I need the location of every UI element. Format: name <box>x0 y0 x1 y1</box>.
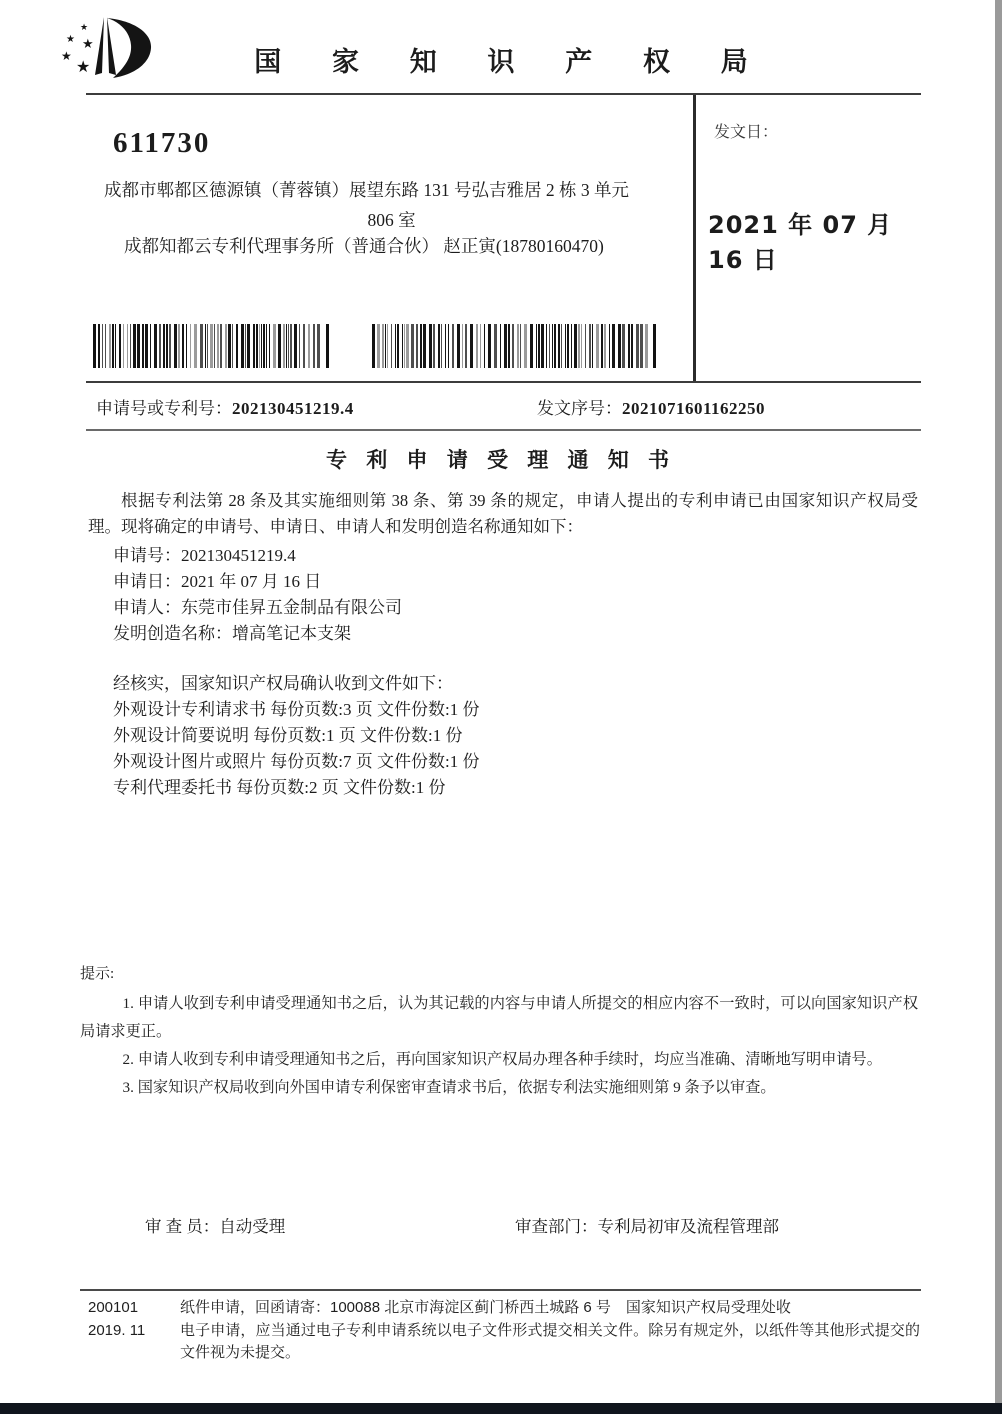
field-application-no <box>113 543 402 569</box>
issue-date-value: 2021 年 07 月 16 日 <box>708 211 893 274</box>
examiner-value: 自动受理 <box>219 1217 286 1236</box>
application-fields <box>113 543 402 647</box>
tips-label: 提示: <box>80 966 115 982</box>
received-doc-item: 外观设计简要说明 每份页数:1 页 文件份数:1 份 <box>113 726 463 745</box>
department-field <box>515 1213 779 1237</box>
field-value: 2021 年 07 月 16 日 <box>181 572 322 591</box>
field-label: 申请号： <box>113 546 181 565</box>
field-applicant <box>113 595 402 621</box>
notice-intro: 根据专利法第 28 条及其实施细则第 38 条、第 39 条的规定，申请人提出的专利申请已由国家知识产权局受理。现将确定的申请号、申请日、申请人和发明创造名称通知如下： <box>88 491 918 536</box>
scan-edge-right <box>995 0 1002 1414</box>
footer-note-paper: 纸件申请，回函请寄：100088 北京市海淀区蓟门桥西土城路 6 号 国家知识产权局受理处收 <box>180 1299 791 1316</box>
recipient-address-line1: 成都市郫都区德源镇（菁蓉镇）展望东路 131 号弘吉雅居 2 栋 3 单元 <box>104 180 629 200</box>
application-number-label: 申请号或专利号： <box>96 399 232 418</box>
barcode-icon <box>372 324 657 368</box>
field-value: 202130451219.4 <box>181 546 296 565</box>
svg-text:★: ★ <box>76 59 91 76</box>
field-label: 发明创造名称： <box>113 624 232 643</box>
field-label: 申请人： <box>113 598 181 617</box>
address-issue-box <box>86 93 921 383</box>
field-label: 申请日： <box>113 572 181 591</box>
received-intro: 经核实，国家知识产权局确认收到文件如下： <box>113 674 453 693</box>
field-invention-title <box>113 621 402 647</box>
barcode-icon <box>93 324 330 368</box>
footer-note-electronic: 电子申请，应当通过电子专利申请系统以电子文件形式提交相关文件。除另有规定外，以纸件等其他形式提交的文件视为未提交。 <box>180 1321 920 1361</box>
examiner-label: 审 查 员： <box>145 1217 220 1236</box>
field-value: 增高笔记本支架 <box>232 624 351 643</box>
footer-form-date: 2019. 11 <box>88 1322 146 1339</box>
issue-date-label: 发文日： <box>714 124 779 141</box>
footer-form-code: 200101 <box>88 1299 139 1316</box>
field-application-date <box>113 569 402 595</box>
agency-title: 国 家 知 识 产 权 局 <box>254 47 770 77</box>
svg-text:★: ★ <box>80 22 89 32</box>
recipient-address-line2: 806 室 <box>367 210 416 230</box>
application-number <box>96 394 354 419</box>
tip-item: 2. 申请人收到专利申请受理通知书之后，再向国家知识产权局办理各种手续时，均应当准确、清晰地写明申请号。 <box>122 1051 882 1068</box>
tip-item: 1. 申请人收到专利申请受理通知书之后，认为其记载的内容与申请人所提交的相应内容不一致时，可以向国家知识产权局请求更正。 <box>80 995 918 1040</box>
received-doc-item: 专利代理委托书 每份页数:2 页 文件份数:1 份 <box>113 778 446 797</box>
footer-notes <box>180 1297 920 1365</box>
footer-rule <box>80 1289 921 1291</box>
svg-text:★: ★ <box>82 36 94 51</box>
notice-title: 专 利 申 请 受 理 通 知 书 <box>326 448 676 472</box>
department-label: 审查部门： <box>515 1217 598 1236</box>
serial-number-value: 2021071601162250 <box>622 399 766 418</box>
received-doc-item: 外观设计图片或照片 每份页数:7 页 文件份数:1 份 <box>113 752 480 771</box>
field-value: 东莞市佳昇五金制品有限公司 <box>181 598 402 617</box>
serial-number <box>537 394 765 419</box>
svg-text:★: ★ <box>61 49 72 63</box>
horizontal-rule <box>86 429 921 431</box>
svg-text:★: ★ <box>66 34 75 45</box>
scan-edge-bottom <box>0 1403 1002 1414</box>
recipient-agency-line: 成都知都云专利代理事务所（普通合伙） 赵正寅(18780160470) <box>124 236 604 256</box>
received-documents <box>113 671 479 801</box>
application-number-value: 202130451219.4 <box>232 399 354 418</box>
postal-code: 611730 <box>113 127 211 159</box>
department-value: 专利局初审及流程管理部 <box>597 1217 779 1236</box>
serial-number-label: 发文序号： <box>537 399 622 418</box>
examiner-field <box>145 1213 285 1237</box>
received-doc-item: 外观设计专利请求书 每份页数:3 页 文件份数:1 份 <box>113 700 480 719</box>
tip-item: 3. 国家知识产权局收到向外国申请专利保密审查请求书后，依据专利法实施细则第 9 条予以审查。 <box>122 1079 776 1096</box>
tips-section <box>80 960 918 1102</box>
